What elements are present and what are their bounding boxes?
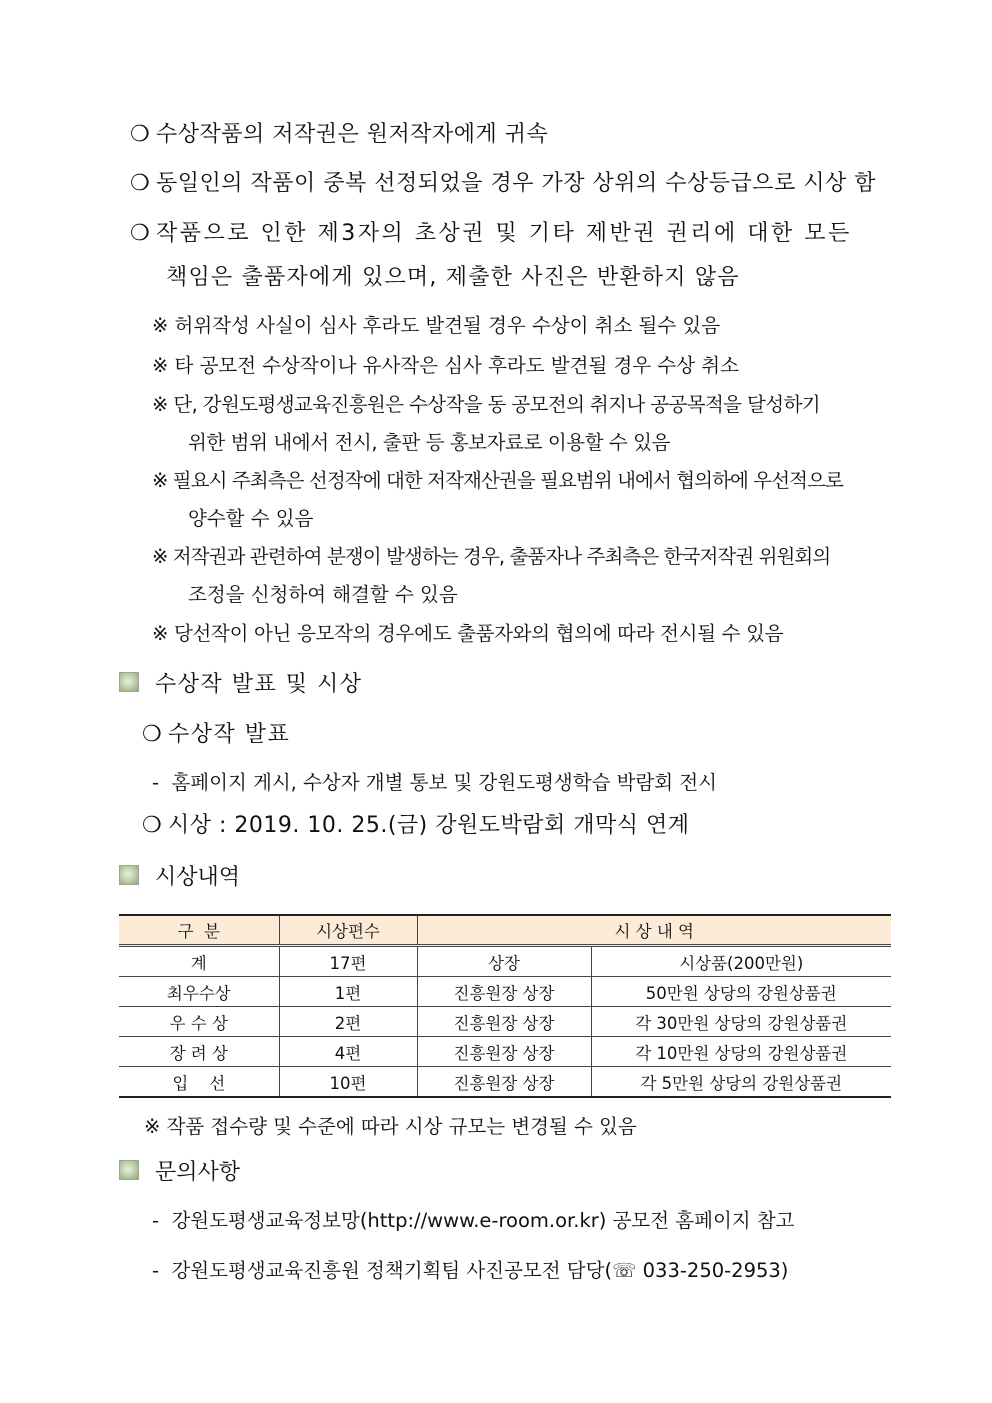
section-square-icon	[119, 865, 139, 885]
table-row	[119, 1067, 891, 1098]
bullet-ceremony	[142, 808, 690, 839]
note-text: 저작권과 관련하여 분쟁이 발생하는 경우, 출품자나 주최측은 한국저작권 위원회의	[172, 545, 831, 568]
note-text: 타 공모전 수상작이나 유사작은 심사 후라도 발견될 경우 수상 취소	[174, 354, 739, 377]
ref-mark-icon: ※	[152, 354, 169, 377]
note-text: 당선작이 아닌 응모작의 경우에도 출품자와의 협의에 따라 전시될 수 있음	[173, 622, 784, 645]
cell-prize: 시상품(200만원)	[591, 946, 891, 977]
cell-certificate: 진흥원장 상장	[417, 1007, 591, 1037]
cell-count: 4편	[279, 1037, 417, 1067]
note-usage	[152, 389, 820, 417]
bullet-duplicate	[130, 166, 876, 197]
note-usage-cont: 위한 범위 내에서 전시, 출판 등 홍보자료로 이용할 수 있음	[188, 431, 671, 454]
dash-mark: -	[152, 771, 160, 794]
bullet-text: 수상작품의 저작권은 원저작자에게 귀속	[156, 122, 549, 147]
announce-detail	[152, 767, 717, 795]
note-text: 필요시 주최측은 선정작에 대한 저작재산권을 필요범위 내에서 협의하에 우선적으로	[172, 469, 843, 492]
contact-text: 강원도평생교육진흥원 정책기획팀 사진공모전 담당(☏ 033-250-2953)	[171, 1259, 789, 1282]
bullet-announce	[142, 717, 290, 748]
note-dispute	[152, 541, 830, 569]
note-false-entry	[152, 310, 720, 338]
cell-prize: 각 10만원 상당의 강원상품권	[591, 1037, 891, 1067]
bullet-portrait-rights	[130, 216, 852, 247]
ref-mark-icon: ※	[152, 545, 168, 568]
bullet-text: 동일인의 작품이 중복 선정되었을 경우 가장 상위의 수상등급으로 시상 함	[156, 171, 877, 196]
table-row	[119, 1007, 891, 1037]
announce-detail-text: 홈페이지 게시, 수상자 개별 통보 및 강원도평생학습 박람회 전시	[171, 771, 718, 794]
dash-mark: -	[152, 1259, 160, 1282]
section-title-contact: 문의사항	[155, 1160, 241, 1185]
ref-mark-icon: ※	[152, 314, 169, 337]
note-text: 단, 강원도평생교육진흥원은 수상작을 동 공모전의 취지나 공공목적을 달성하기	[173, 393, 820, 416]
cell-count: 1편	[279, 977, 417, 1007]
cell-certificate: 진흥원장 상장	[417, 977, 591, 1007]
cell-category: 장 려 상	[119, 1037, 279, 1067]
cell-category: 계	[119, 946, 279, 977]
table-row	[119, 1037, 891, 1067]
cell-category: 최우수상	[119, 977, 279, 1007]
prize-table	[119, 914, 891, 1098]
note-property-rights-cont: 양수할 수 있음	[188, 507, 314, 530]
note-exhibition	[152, 618, 783, 646]
cell-certificate: 진흥원장 상장	[417, 1067, 591, 1098]
contact-item-phone	[152, 1255, 788, 1283]
cell-prize: 각 30만원 상당의 강원상품권	[591, 1007, 891, 1037]
note-text: 작품 접수량 및 수준에 따라 시상 규모는 변경될 수 있음	[166, 1115, 637, 1138]
bullet-copyright	[130, 117, 548, 148]
contact-item-website	[152, 1205, 795, 1233]
circle-bullet-icon: ❍	[130, 122, 151, 147]
cell-certificate: 상장	[417, 946, 591, 977]
note-dispute-cont: 조정을 신청하여 해결할 수 있음	[188, 583, 458, 606]
bullet-text: 시상 : 2019. 10. 25.(금) 강원도박람회 개막식 연계	[168, 813, 690, 838]
circle-bullet-icon: ❍	[130, 171, 151, 196]
prize-note	[144, 1111, 637, 1139]
section-square-icon	[119, 672, 139, 692]
cell-prize: 50만원 상당의 강원상품권	[591, 977, 891, 1007]
table-header-row	[119, 915, 891, 946]
table-row	[119, 977, 891, 1007]
cell-count: 17편	[279, 946, 417, 977]
section-title-award: 수상작 발표 및 시상	[155, 672, 363, 697]
cell-certificate: 진흥원장 상장	[417, 1037, 591, 1067]
ref-mark-icon: ※	[152, 469, 168, 492]
cell-count: 2편	[279, 1007, 417, 1037]
cell-count: 10편	[279, 1067, 417, 1098]
header-details: 시 상 내 역	[417, 915, 891, 946]
circle-bullet-icon: ❍	[142, 722, 163, 747]
bullet-text: 작품으로 인한 제3자의 초상권 및 기타 제반권 권리에 대한 모든	[156, 221, 852, 246]
note-text: 허위작성 사실이 심사 후라도 발견될 경우 수상이 취소 될수 있음	[174, 314, 721, 337]
note-property-rights	[152, 465, 843, 493]
note-other-contest	[152, 350, 739, 378]
circle-bullet-icon: ❍	[130, 221, 151, 246]
cell-category: 입 선	[119, 1067, 279, 1098]
header-count: 시상편수	[279, 915, 417, 946]
contact-text: 강원도평생교육정보망(http://www.e-room.or.kr) 공모전 홈페이지 참고	[171, 1209, 795, 1232]
cell-prize: 각 5만원 상당의 강원상품권	[591, 1067, 891, 1098]
dash-mark: -	[152, 1209, 160, 1232]
header-category: 구 분	[119, 915, 279, 946]
bullet-text: 수상작 발표	[168, 722, 291, 747]
cell-category: 우 수 상	[119, 1007, 279, 1037]
ref-mark-icon: ※	[152, 393, 168, 416]
section-square-icon	[119, 1160, 139, 1180]
ref-mark-icon: ※	[152, 622, 169, 645]
bullet-portrait-rights-cont: 책임은 출품자에게 있으며, 제출한 사진은 반환하지 않음	[166, 265, 740, 290]
table-row	[119, 946, 891, 977]
ref-mark-icon: ※	[144, 1115, 161, 1138]
section-title-prize: 시상내역	[155, 865, 241, 890]
circle-bullet-icon: ❍	[142, 813, 163, 838]
